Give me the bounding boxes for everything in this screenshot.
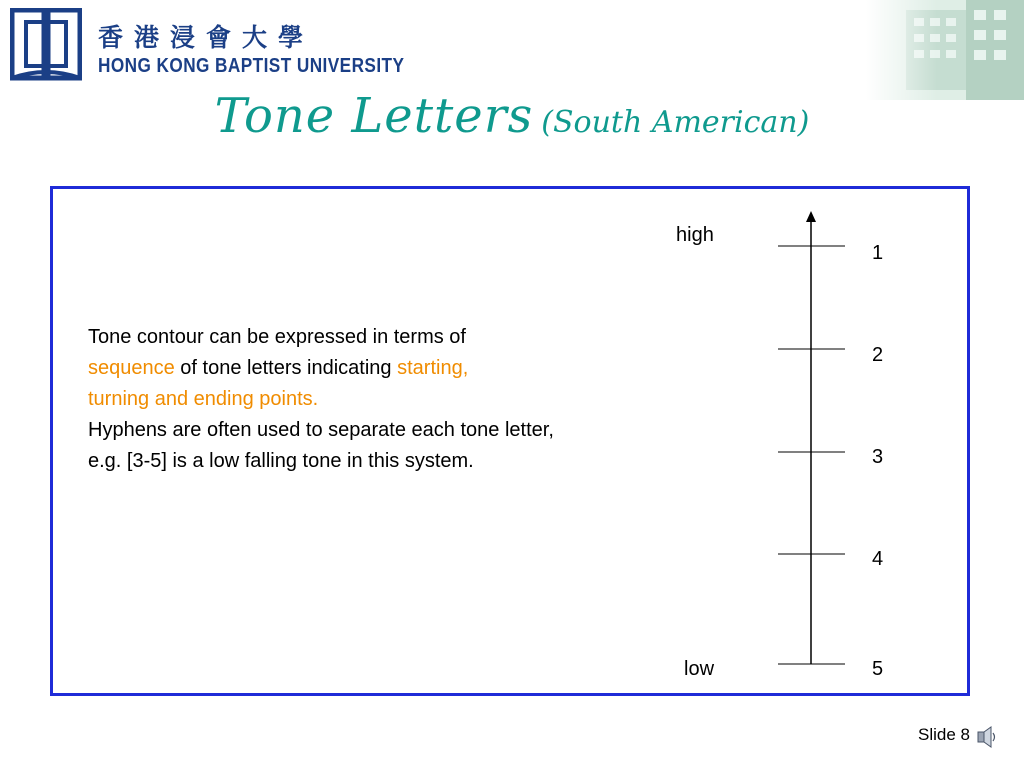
hkbu-logo-icon bbox=[10, 8, 82, 82]
scale-low-label: low bbox=[684, 658, 715, 680]
tone-level-1: 1 bbox=[872, 242, 884, 264]
highlight-sequence: sequence bbox=[88, 357, 175, 379]
university-chinese-name: 香港浸會大學 bbox=[98, 23, 315, 52]
tone-level-4: 4 bbox=[872, 548, 884, 570]
body-paragraph bbox=[88, 322, 708, 477]
tone-level-5: 5 bbox=[872, 658, 884, 680]
title-subtitle: (South American) bbox=[541, 105, 810, 140]
body-line-1: Tone contour can be expressed in terms of bbox=[88, 326, 466, 348]
slide-number: Slide 8 bbox=[918, 725, 970, 744]
highlight-turning-ending: turning and ending points. bbox=[88, 388, 319, 410]
university-english-name: HONG KONG BAPTIST UNIVERSITY bbox=[98, 55, 405, 77]
title-main: Tone Letters bbox=[214, 88, 534, 144]
tone-level-2: 2 bbox=[872, 344, 884, 366]
scale-high-label: high bbox=[676, 224, 714, 246]
speaker-icon[interactable] bbox=[976, 724, 998, 750]
body-line-2-text: of tone letters indicating bbox=[174, 357, 398, 379]
campus-photo bbox=[866, 0, 1024, 100]
body-line-2 bbox=[88, 353, 708, 384]
body-line-4: Hyphens are often used to separate each tone letter, bbox=[88, 419, 554, 441]
slide-title bbox=[0, 88, 1024, 144]
highlight-starting: starting, bbox=[397, 357, 469, 379]
tone-level-3: 3 bbox=[872, 446, 884, 468]
body-line-5: e.g. [3-5] is a low falling tone in this system. bbox=[88, 450, 474, 472]
